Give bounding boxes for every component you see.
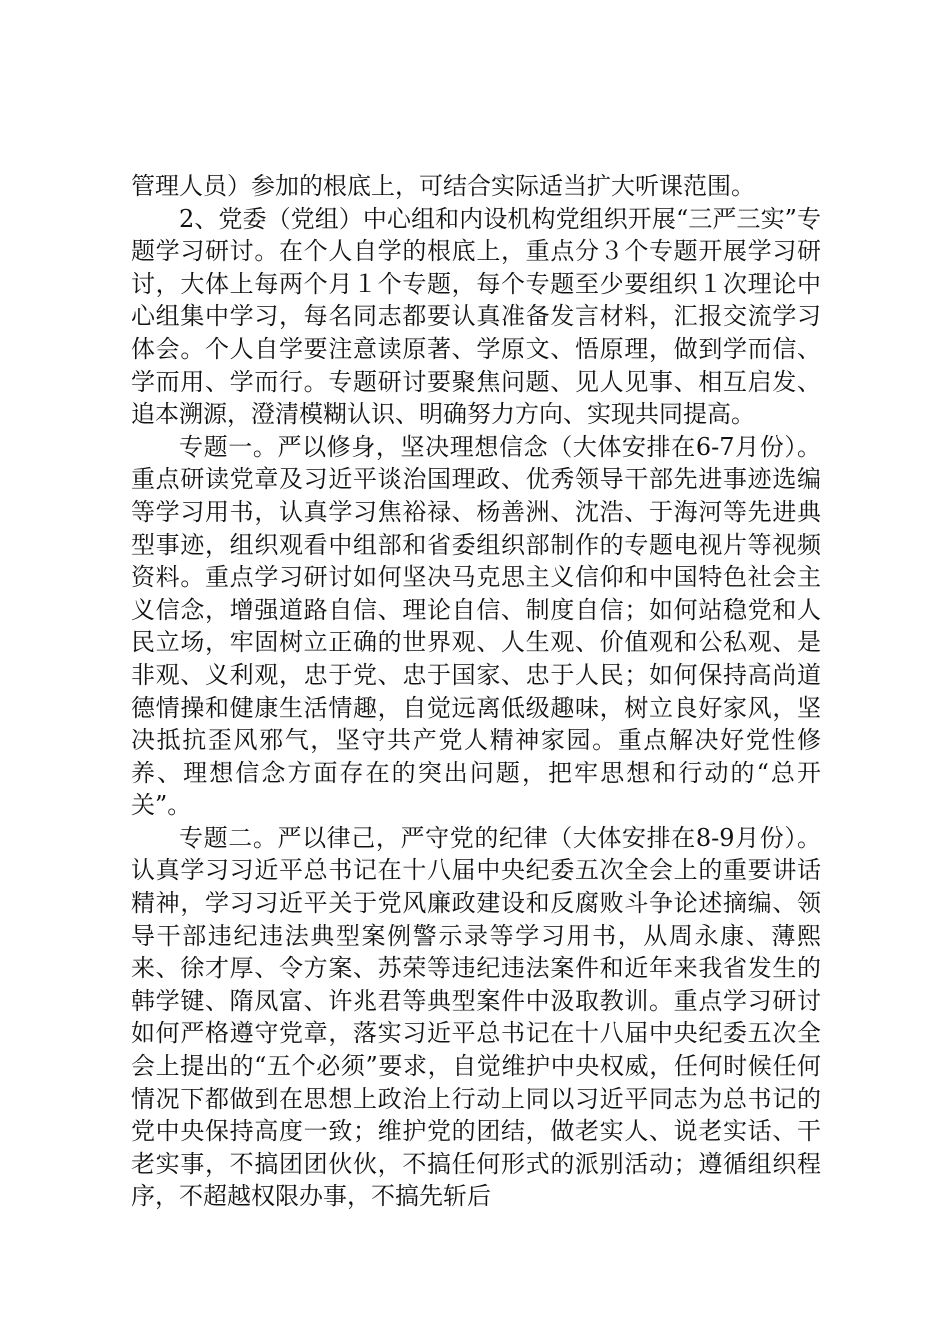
paragraph-item-2: 2、党委（党组）中心组和内设机构党组织开展“三严三实”专题学习研讨。在个人自学的根底上，重点分３个专题开展学习研讨，大体上每两个月１个专题，每个专题至少要组织１次理论中心组集中学习，每名同志都要认真准备发言材料，汇报交流学习体会。个人自学要注意读原著、学原文、悟原理，做到学而信、学而用、学而行。专题研讨要聚焦问题、见人见事、相互启发、追本溯源，澄清模糊认识、明确努力方向、实现共同提高。	[131, 204, 821, 429]
paragraph-continuation: 管理人员）参加的根底上，可结合实际适当扩大听课范围。	[131, 172, 755, 200]
paragraph-topic-1: 专题一。严以修身，坚决理想信念（大体安排在6-7月份）。重点研读党章及习近平谈治国理政、优秀领导干部先进事迹选编等学习用书，认真学习焦裕禄、杨善洲、沈浩、于海河等先进典型事迹，组织观看中组部和省委组织部制作的专题电视片等视频资料。重点学习研讨如何坚决马克思主义信仰和中国特色社会主义信念，增强道路自信、理论自信、制度自信；如何站稳党和人民立场，牢固树立正确的世界观、人生观、价值观和公私观、是非观、义利观，忠于党、忠于国家、忠于人民；如何保持高尚道德情操和健康生活情趣，自觉远离低级趣味，树立良好家风，坚决抵抗歪风邪气，坚守共产党人精神家园。重点解决好党性修养、理想信念方面存在的突出问题，把牢思想和行动的“总开关”。	[131, 432, 821, 820]
paragraph-topic-2: 专题二。严以律己，严守党的纪律（大体安排在8-9月份）。认真学习习近平总书记在十八届中央纪委五次全会上的重要讲话精神，学习习近平关于党风廉政建设和反腐败斗争论述摘编、领导干部违纪违法典型案例警示录等学习用书，从周永康、薄熙来、徐才厚、令方案、苏荣等违纪违法案件和近年来我省发生的韩学键、隋凤富、许兆君等典型案件中汲取教训。重点学习研讨如何严格遵守党章，落实习近平总书记在十八届中央纪委五次全会上提出的“五个必须”要求，自觉维护中央权威，任何时候任何情况下都做到在思想上政治上行动上同以习近平同志为总书记的党中央保持高度一致；维护党的团结，做老实人、说老实话、干老实事，不搞团团伙伙，不搞任何形式的派别活动；遵循组织程序，不超越权限办事，不搞先斩后	[131, 823, 821, 1211]
document-body	[131, 170, 821, 1213]
